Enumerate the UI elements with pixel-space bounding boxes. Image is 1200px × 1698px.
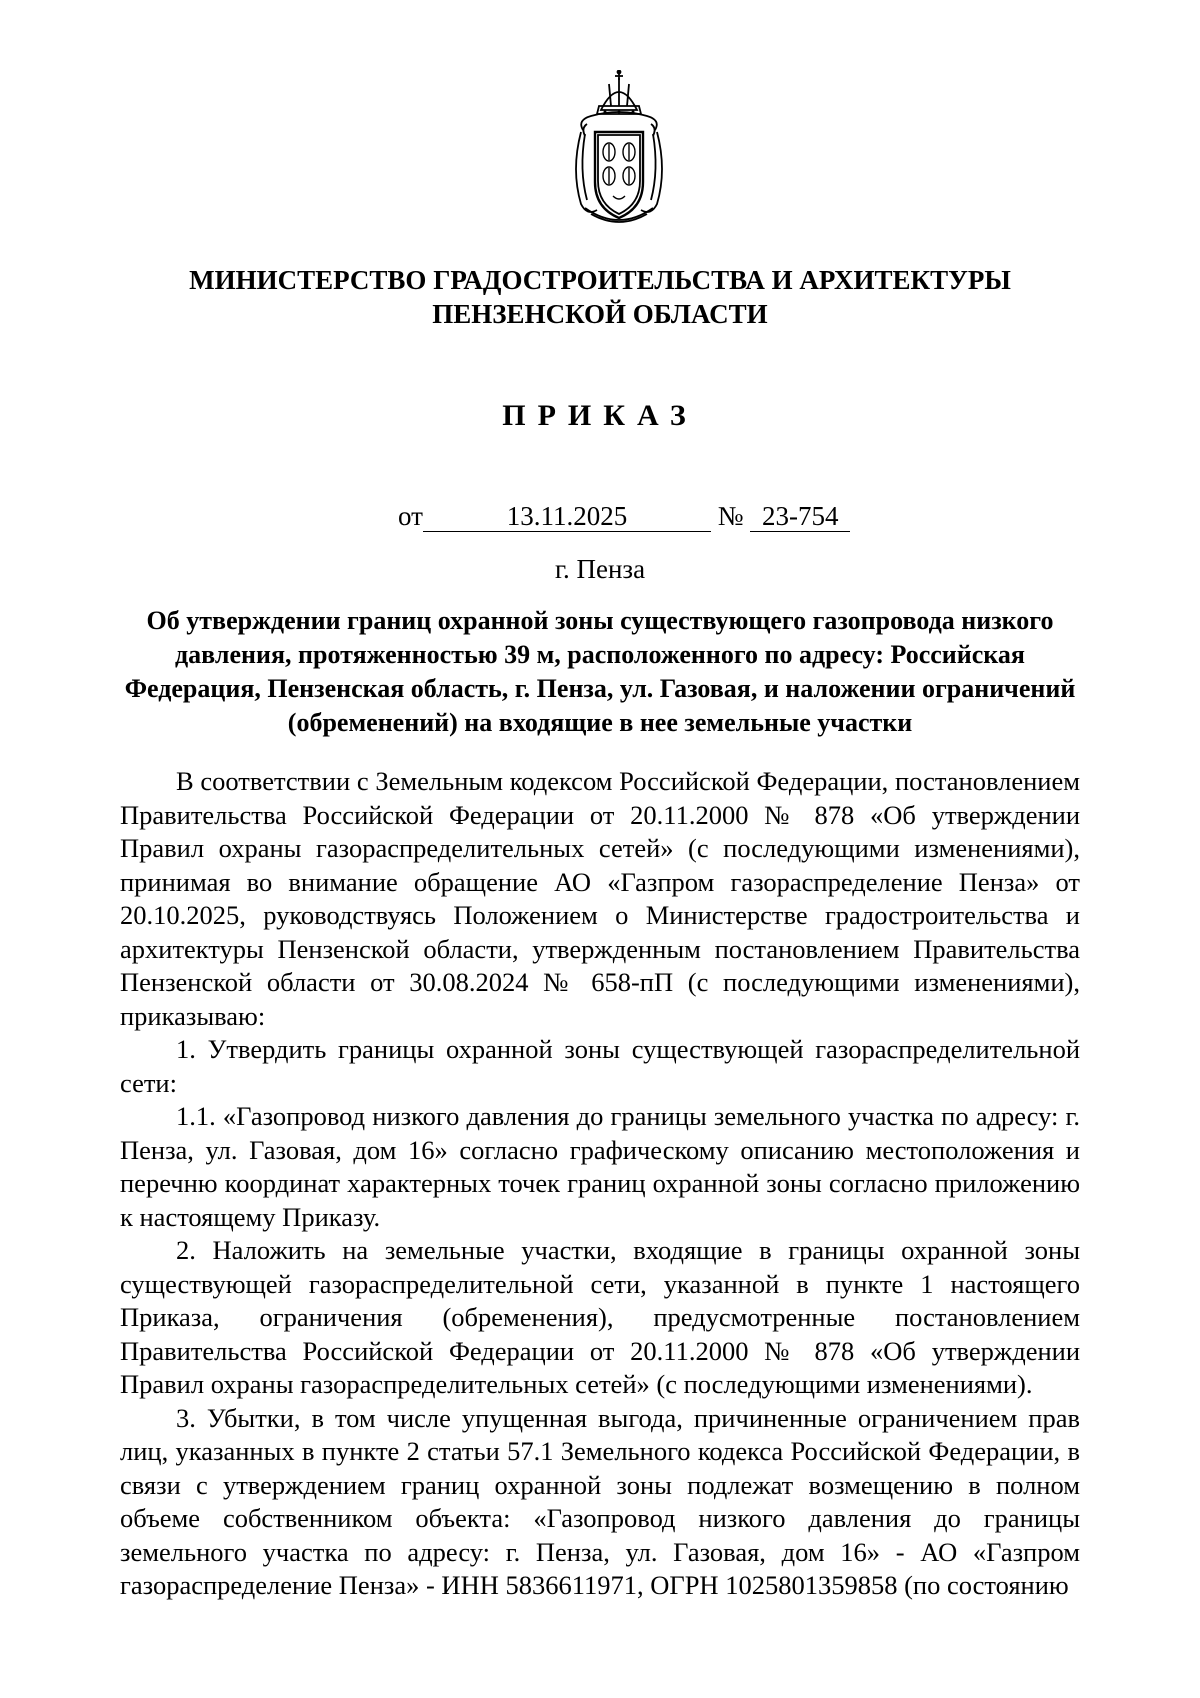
order-date: 13.11.2025 [423,501,711,532]
city: г. Пенза [554,554,646,584]
order-title: ПРИКАЗ [502,399,698,432]
order-body [120,765,1080,1603]
paragraph-preamble: В соответствии с Земельным кодексом Российской Федерации, постановлением Правительства Российской Федерации от 20.11.2000 № 878 «Об утверждении Правил охраны газораспределительных сетей» (с последующими изменениями), принимая во внимание обращение АО «Газпром газораспределение Пенза» от 20.10.2025, руководствуясь Положением о Министерстве градостроительства и архитектуры Пензенской области, утвержденным постановлением Правительства Пензенской области от 30.08.2024 № 658-пП (с последующими изменениями), приказываю: [120,766,1080,1031]
paragraph-1-1: 1.1. «Газопровод низкого давления до границы земельного участка по адресу: г. Пенза, ул. Газовая, дом 16» согласно графическому описанию местоположения и перечню координат характерных точек границ охранной зоны согласно приложению к настоящему Приказу. [120,1101,1080,1232]
ministry-name-line1: МИНИСТЕРСТВО ГРАДОСТРОИТЕЛЬСТВА И АРХИТЕКТУРЫ [189,265,1011,295]
order-subject: Об утверждении границ охранной зоны существующего газопровода низкого давления, протяженностью 39 м, расположенного по адресу: Российская Федерация, Пензенская область, г. Пенза, ул. Газовая, и наложении ограничений (обременений) на входящие в нее земельные участки [124,606,1076,737]
number-prefix: № [717,501,744,531]
ministry-name-line2: ПЕНЗЕНСКОЙ ОБЛАСТИ [432,299,768,329]
order-number: 23-754 [750,501,850,532]
date-prefix: от [398,501,423,531]
coat-of-arms-icon [567,70,671,228]
ministry-name [0,263,1200,331]
paragraph-2: 2. Наложить на земельные участки, входящие в границы охранной зоны существующей газораспределительной сети, указанной в пункте 1 настоящего Приказа, ограничения (обременения), предусмотренные постановлением Правительства Российской Федерации от 20.11.2000 № 878 «Об утверждении Правил охраны газораспределительных сетей» (с последующими изменениями). [120,1235,1080,1399]
paragraph-3: 3. Убытки, в том числе упущенная выгода, причиненные ограничением прав лиц, указанных в пункте 2 статьи 57.1 Земельного кодекса Российской Федерации, в связи с утверждением границ охранной зоны подлежат возмещению в полном объеме собственником объекта: «Газопровод низкого давления до границы земельного участка по адресу: г. Пенза, ул. Газовая, дом 16» - АО «Газпром газораспределение Пенза» - ИНН 5836611971, ОГРН 1025801359858 (по состоянию [120,1402,1080,1600]
paragraph-1: 1. Утвердить границы охранной зоны существующей газораспределительной сети: [120,1034,1080,1098]
order-date-number-line [398,499,850,533]
